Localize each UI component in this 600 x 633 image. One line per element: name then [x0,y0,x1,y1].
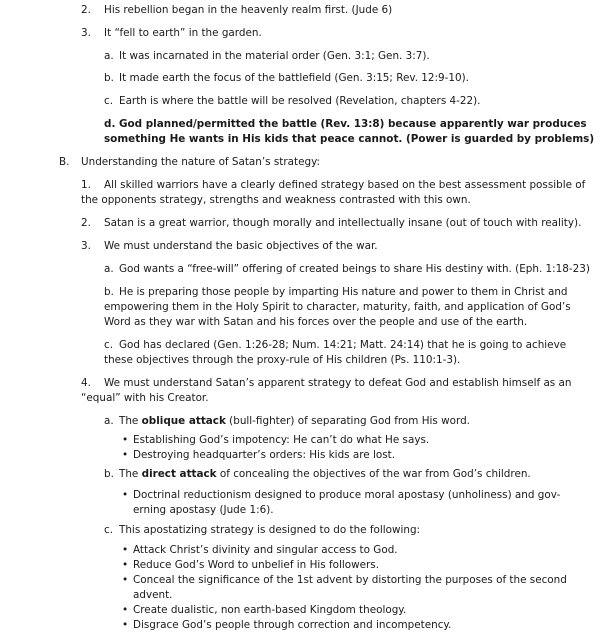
bullet-item: • Attack Christ’s divinity and singular access to God. [133,543,398,558]
subitem-text-bold: God planned/permitted the battle (Rev. 13:8) because apparently war produces [119,118,587,130]
item-number: 2. [81,4,91,16]
item-text: the opponents strategy, strengths and weakness contrasted with this own. [81,194,471,206]
subitem-letter: d. [104,118,116,130]
subitem-text: God wants a “free-will” offering of created beings to share His destiny with. (Eph. 1:18-23) [119,263,590,275]
bullet-item: • Establishing God’s impotency: He can’t do what He says. [133,433,429,448]
subitem-text: The direct attack of concealing the objectives of the war from God’s children. [119,468,531,480]
item-number: 3. [81,27,91,39]
subitem-text: He is preparing those people by imparting His nature and power to them in Christ and [119,286,568,298]
subitem-text: empowering them in the Holy Spirit to character, maturity, faith, and application of God’s [104,301,571,313]
subitem-letter: a. [104,50,114,62]
subitem-text: Earth is where the battle will be resolved (Revelation, chapters 4-22). [119,95,481,107]
subitem-text: God has declared (Gen. 1:26-28; Num. 14:21; Matt. 24:14) that he is going to achieve [119,339,567,351]
item-text: Satan is a great warrior, though morally and intellectually insane (out of touch with reality). [104,217,582,229]
subitem-text: It made earth the focus of the battlefield (Gen. 3:15; Rev. 12:9-10). [119,72,469,84]
subitem-text-bold: something He wants in His kids that peace cannot. (Power is guarded by problems) [104,133,595,145]
section-heading: Understanding the nature of Satan’s strategy: [81,156,320,168]
bullet-item-continued: erning apostasy (Jude 1:6). [133,504,274,516]
item-text: “equal” with his Creator. [81,392,209,404]
item-text: All skilled warriors have a clearly defined strategy based on the best assessment possible of [104,179,586,191]
item-number: 4. [81,377,91,389]
bullet-item-continued: advent. [133,589,173,601]
subitem-letter: c. [104,339,114,351]
bullet-item: • Doctrinal reductionism designed to produce moral apostasy (unholiness) and gov- [133,488,560,503]
subitem-letter: c. [104,524,114,536]
subitem-letter: a. [104,415,114,427]
bullet-item: • Conceal the significance of the 1st advent by distorting the purposes of the second [133,573,567,588]
item-text: It “fell to earth” in the garden. [104,27,262,39]
subitem-letter: c. [104,95,114,107]
subitem-letter: a. [104,263,114,275]
section-letter: B. [59,156,70,168]
bullet-item: • Reduce God’s Word to unbelief in His followers. [133,558,379,573]
subitem-text: The oblique attack (bull-fighter) of separating God from His word. [119,415,470,427]
bullet-item: • Destroying headquarter’s orders: His kids are lost. [133,448,395,463]
subitem-letter: b. [104,286,114,298]
item-number: 3. [81,240,91,252]
item-text: We must understand Satan’s apparent strategy to defeat God and establish himself as an [104,377,572,389]
bullet-item: • Create dualistic, non earth-based Kingdom theology. [133,603,406,618]
item-text: His rebellion began in the heavenly realm first. (Jude 6) [104,4,393,16]
oblique-attack-term: oblique attack [141,415,226,427]
subitem-text: Word as they war with Satan and his forces over the people and use of the earth. [104,316,528,328]
bullet-item: • Disgrace God’s people through correction and incompetency. [133,618,451,633]
subitem-text: This apostatizing strategy is designed to do the following: [119,524,421,536]
subitem-text: these objectives through the proxy-rule of His children (Ps. 110:1-3). [104,354,461,366]
direct-attack-term: direct attack [141,468,217,480]
item-text: We must understand the basic objectives of the war. [104,240,378,252]
item-number: 1. [81,179,91,191]
item-number: 2. [81,217,91,229]
subitem-letter: b. [104,72,114,84]
subitem-letter: b. [104,468,114,480]
subitem-text: It was incarnated in the material order (Gen. 3:1; Gen. 3:7). [119,50,430,62]
